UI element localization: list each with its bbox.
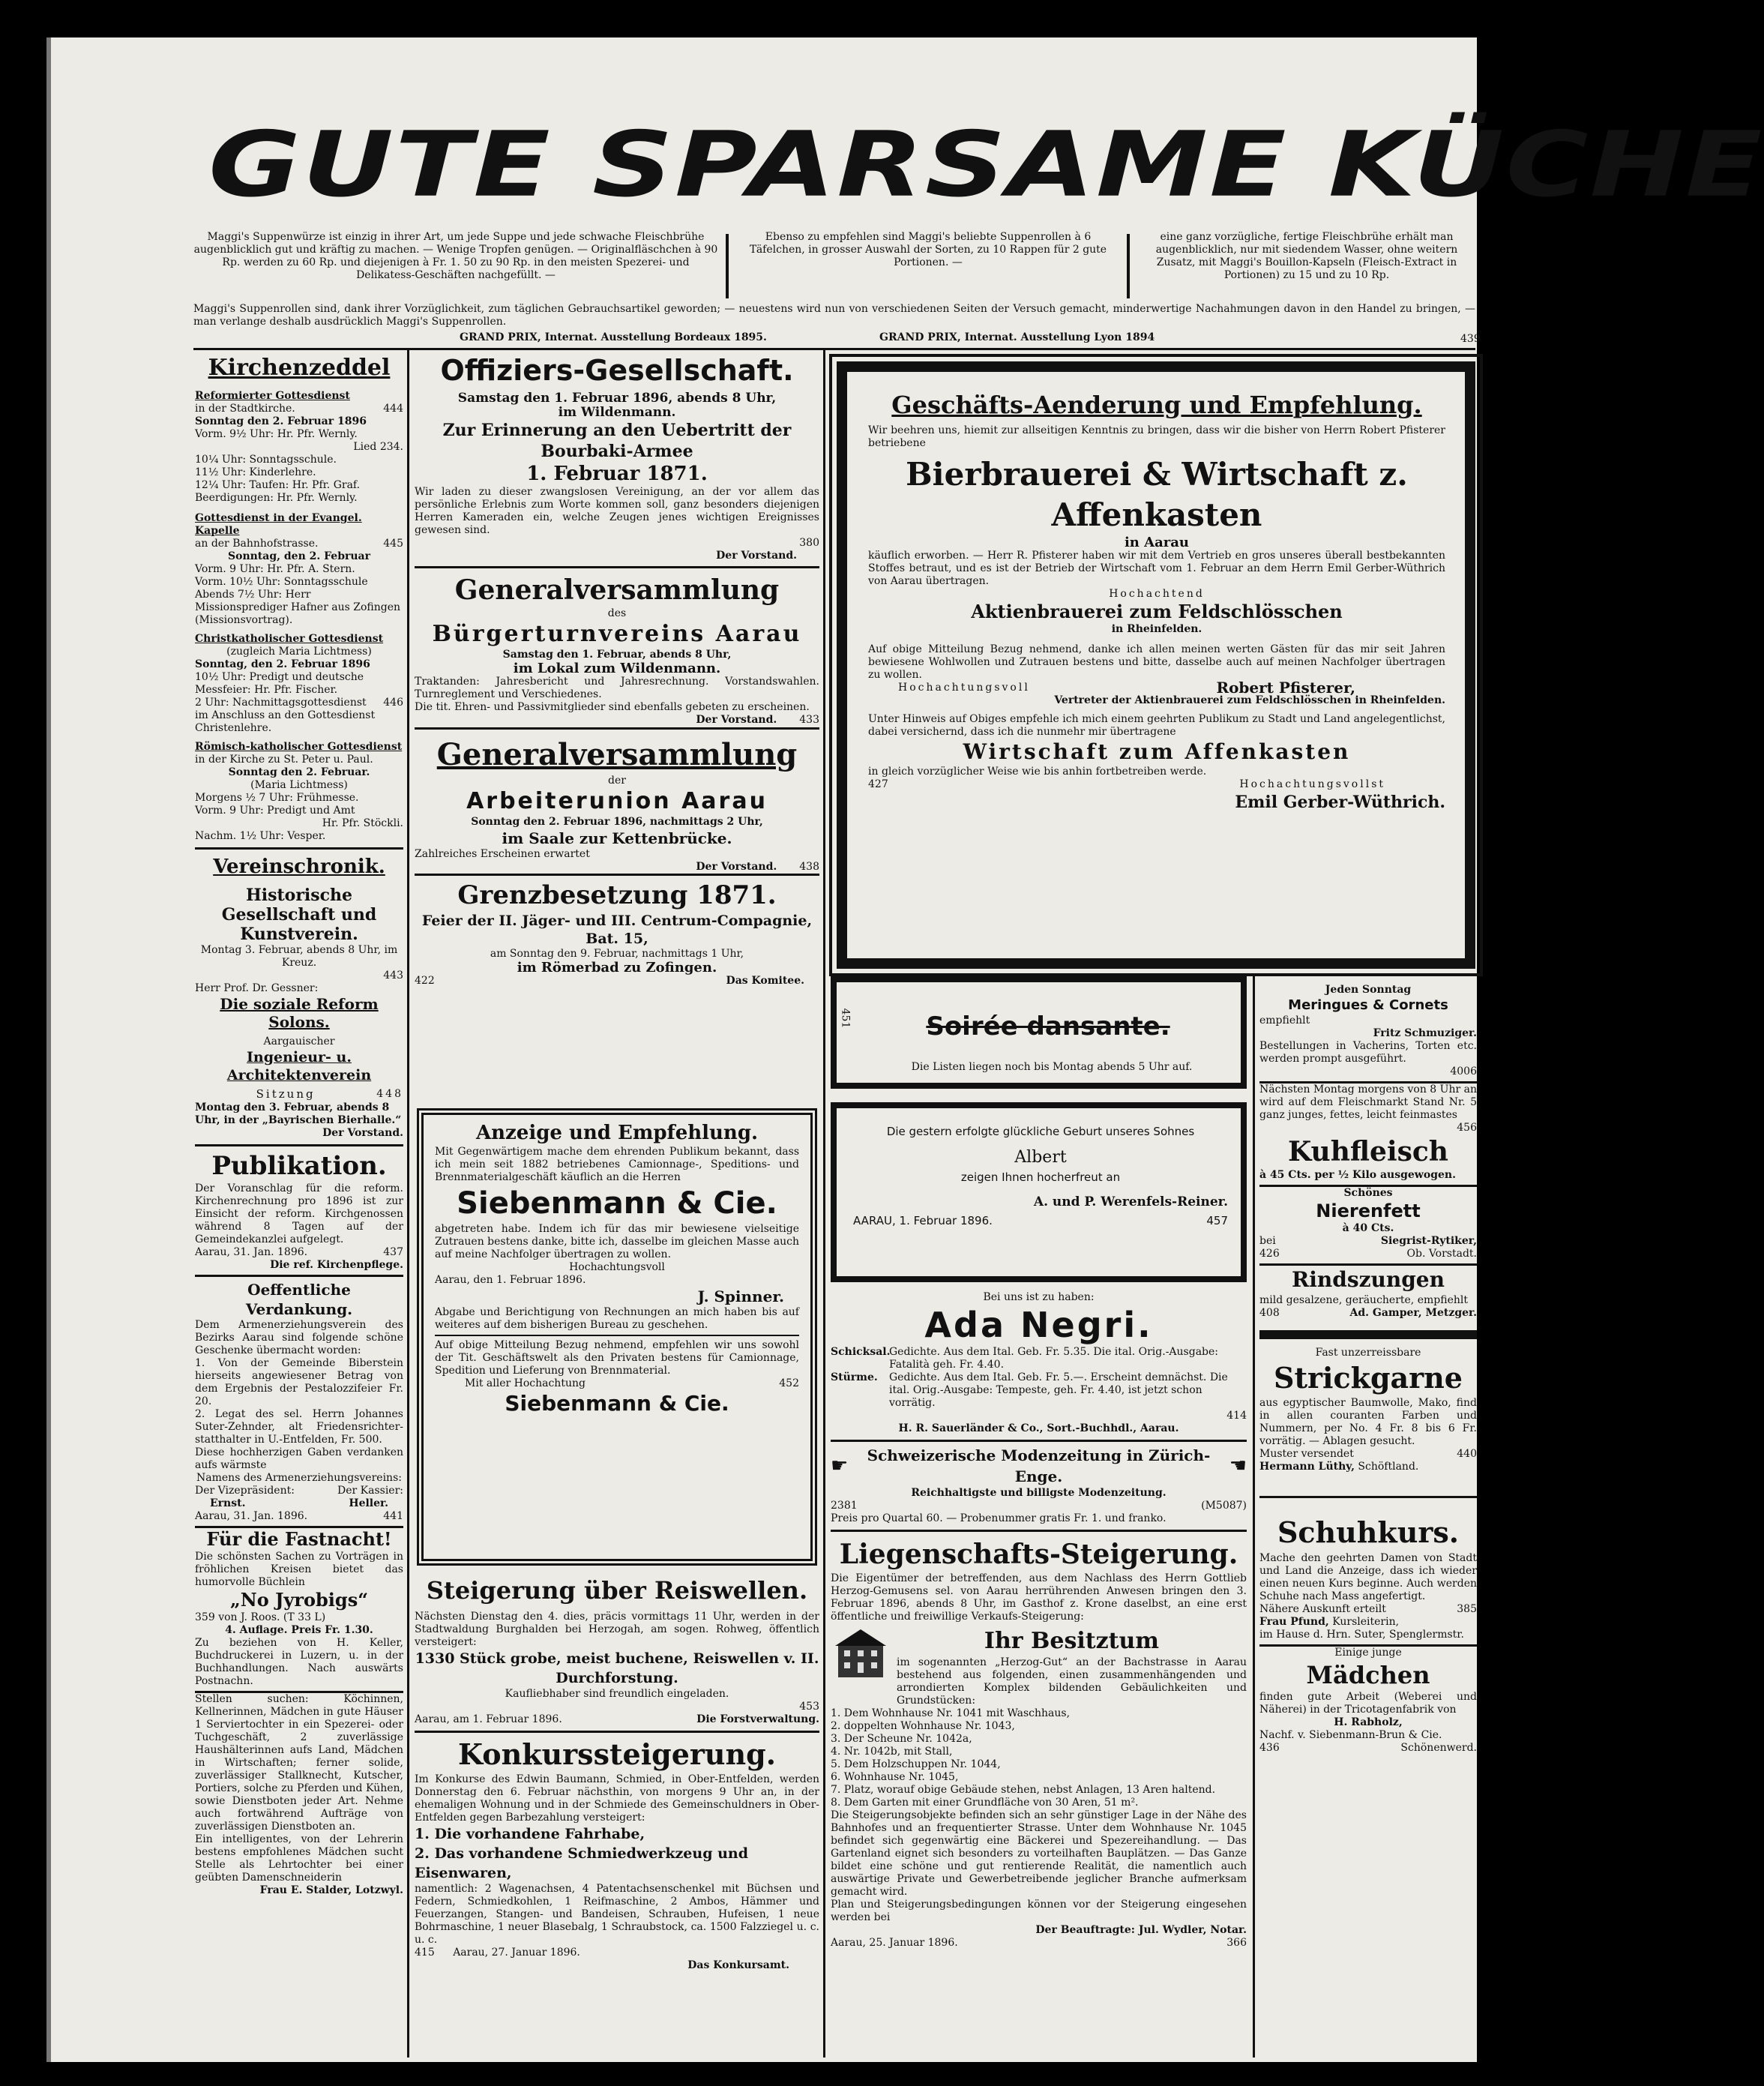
anzeige-text2: abgetreten habe. Indem ich für das mir bewiesene vielseitige Zutrauen bestens danke, bitte ich, dasselbe im gleichen Masse auch auf meine Nachfolger übertragen zu wollen. [435, 1223, 799, 1260]
maedchen-pre: Einige junge [1334, 1647, 1402, 1659]
grenz-feier: Feier der II. Jäger- und III. Centrum-Compagnie, Bat. 15, [421, 913, 813, 947]
christ-sub: (zugleich Maria Lichtmess) [226, 646, 372, 658]
banner-line1: Maggi's Suppenrollen sind, dank ihrer Vorzüglichkeit, zum täglichen Gebrauchsartikel geworden; — neuestens wird nun von verschiedenen Seiten der Versuch gemacht, minderwertige Nachahmungen davon in den Handel zu bringen, — man verlange deshalb ausdrücklich Maggi's Suppenrollen. [193, 303, 1475, 328]
grenz-title: Grenzbesetzung 1871. [457, 880, 777, 910]
strick-muster: Muster versendet [1259, 1448, 1354, 1460]
offiz-sub2: 1. Februar 1871. [526, 463, 708, 485]
konkurs-num: 415 [415, 1947, 435, 1959]
dank-role1: Der Vizepräsident: [195, 1485, 295, 1497]
ref-head: Reformierter Gottesdienst [195, 390, 350, 402]
kuh-title: Kuhfleisch [1288, 1136, 1448, 1167]
rk-place: in der Kirche zu St. Peter u. Paul. [195, 754, 373, 766]
dank-name1: Ernst. [210, 1497, 246, 1509]
gesch-text2: käuflich erworben. — Herr R. Pfisterer haben wir mit dem Vertrieb en gros unseres überall bestbekannten Stoffes betraut, und es ist der Betrieb der Wirtschaft vom 1. Februar an dem Herrn Emil Gerber-Wüthrich von Aarau übertragen. [868, 550, 1445, 587]
ref-line: Lied 234. [353, 441, 403, 453]
fast-num: 359 [195, 1611, 215, 1623]
maedchen-loc: Schönenwerd. [1400, 1742, 1477, 1754]
geburt-parents: A. und P. Werenfels-Reiner. [1033, 1194, 1228, 1209]
evang-place: an der Bahnhofstrasse. [195, 538, 319, 550]
ing-sign: Der Vorstand. [322, 1127, 403, 1139]
sitzung: Sitzung [256, 1087, 316, 1101]
stellen-text2: Ein intelligentes, von der Lehrerin bestens empfohlenes Mädchen sucht Stelle als Lehrtochter bei einer geübten Damenschneiderin [195, 1833, 403, 1884]
anzeige-date: Aarau, den 1. Februar 1896. [435, 1274, 586, 1286]
liegen-num: 366 [1226, 1937, 1247, 1949]
hist-topic: Die soziale Reform Solons. [220, 995, 379, 1031]
gv2-date: Sonntag den 2. Februar 1896, nachmittags 2 Uhr, [471, 816, 763, 828]
gesch-sign-loc: in Rheinfelden. [1111, 623, 1202, 635]
strick-num: 440 [1457, 1448, 1477, 1460]
gesch-text5: in gleich vorzüglicher Weise wie bis anhin fortbetreiben werde. [868, 766, 1207, 778]
gv1-text: Traktanden: Jahresbericht und Jahresrechnung. Vorstandswahlen. Turnreglement und Verschiedenes. [415, 676, 819, 700]
gesch-role: Vertreter der Aktienbrauerei zum Feldschlösschen in Rheinfelden. [1054, 694, 1445, 706]
reis-title: Steigerung über Reiswellen. [426, 1576, 808, 1605]
rk-head: Römisch-katholischer Gottesdienst [195, 741, 403, 753]
ref-line: 11½ Uhr: Kinderlehre. [195, 466, 316, 478]
liegen-text2: im sogenannten „Herzog-Gut“ an der Bachstrasse in Aarau bestehend aus folgenden, einen zusammenhängenden und arrondierten Komplex bildenden Gebäulichkeiten und Grundstücken: [897, 1656, 1247, 1707]
rk-line: Morgens ½ 7 Uhr: Frühmesse. [195, 792, 359, 804]
dank-name2: Heller. [349, 1497, 388, 1509]
kuh-sch: Schönes [1343, 1187, 1393, 1199]
banner-col2: Ebenso zu empfehlen sind Maggi's beliebte Suppenrollen à 6 Täfelchen, in grosser Auswahl der Sorten, zu 10 Rappen für 2 gute Portionen. — [749, 231, 1107, 268]
reis-text: Nächsten Dienstag den 4. dies, präcis vormittags 11 Uhr, werden in der Stadtwaldung Burghalden bei Herzogah, am sogen. Rohweg, öffentlich versteigert: [415, 1611, 819, 1648]
reis-date: Aarau, am 1. Februar 1896. [415, 1713, 562, 1725]
reis-sign: Die Forstverwaltung. [696, 1713, 819, 1725]
christ-line: im Anschluss an den Gottesdienst Christenlehre. [195, 709, 376, 734]
dank-item: 2. Legat des sel. Herrn Johannes Suter-Zehnder, alt Friedensrichter-statthalter in U.-Entfelden, Fr. 500. [195, 1408, 403, 1446]
evang-num: 445 [383, 538, 403, 550]
pointing-hand-icon: ☛ [831, 1454, 849, 1477]
gesch-block [868, 390, 1445, 814]
ref-line: Beerdigungen: Hr. Pfr. Wernly. [195, 492, 358, 504]
strick-text: aus egyptischer Baumwolle, Mako, find in allen couranten Farben und Nummern, per No. 4 Fr. 8 bis 6 Fr. vorrätig. — Ablagen gesucht. [1259, 1397, 1477, 1447]
soiree-text: Die Listen liegen noch bis Montag abends 5 Uhr auf. [911, 1061, 1193, 1073]
gv1-place: im Lokal zum Wildenmann. [513, 661, 721, 676]
house-illustration [831, 1626, 891, 1679]
hist-text: Montag 3. Februar, abends 8 Uhr, im Kreuz. [200, 944, 398, 969]
liegen-item: 3. Der Scheune Nr. 1042a, [831, 1733, 972, 1745]
reis-item: 1330 Stück grobe, meist buchene, Reiswellen v. II. Durchforstung. [415, 1650, 819, 1686]
public-date: Aarau, 31. Jan. 1896. [195, 1246, 308, 1258]
negri-s2: Stürme. [831, 1371, 878, 1383]
liegen-text4: Plan und Steigerungsbedingungen können vor der Steigerung eingesehen werden bei [831, 1899, 1247, 1923]
column-2-lower [415, 1575, 819, 1972]
gv1-sign: Der Vorstand. [696, 714, 777, 726]
ing-num: 448 [376, 1088, 403, 1100]
dank-date: Aarau, 31. Jan. 1896. [195, 1510, 308, 1522]
anzeige-title: Anzeige und Empfehlung. [475, 1122, 759, 1144]
ing-pre: Aargauischer [263, 1036, 335, 1047]
gesch-firm: Bierbrauerei & Wirtschaft z. Affenkasten [906, 456, 1408, 533]
column-4 [1259, 984, 1477, 1755]
schuh-role: Kursleiterin, [1332, 1616, 1400, 1628]
liegen-item: 5. Dem Holzschuppen Nr. 1044, [831, 1758, 1001, 1770]
schuh-title: Schuhkurs. [1277, 1515, 1460, 1549]
moden-code: (M5087) [1201, 1500, 1247, 1512]
negri-pub: H. R. Sauerländer & Co., Sort.-Buchhdl., Aarau. [898, 1422, 1179, 1434]
geburt-num: 457 [1206, 1214, 1228, 1227]
fast-text2: Zu beziehen von H. Keller, Buchdruckerei in Luzern, u. in der Buchhandlungen. Nach auswärts Postnachn. [195, 1637, 403, 1687]
anzeige-num: 452 [779, 1377, 799, 1389]
konkurs-title: Konkurssteigerung. [458, 1737, 776, 1771]
banner-col1: Maggi's Suppenwürze ist einzig in ihrer Art, um jede Suppe und jede schwache Fleischbrühe augenblicklich gut und kräftig zu machen. — Wenige Tropfen genügen. — Originalfläschchen à 90 Rp. werden zu 60 Rp. und diejenigen à Fr. 1. 50 zu 90 Rp. in den meisten Spezerei- und Delikatess-Geschäften nachgefüllt. — [193, 231, 718, 281]
gv2-num: 438 [799, 861, 819, 873]
strick-title: Strickgarne [1274, 1361, 1463, 1395]
maedchen-text2: Nachf. v. Siebenmann-Brun & Cie. [1259, 1729, 1442, 1741]
kuh-text: Nächsten Montag morgens von 8 Uhr an wird auf dem Fleischmarkt Stand Nr. 5 ganz junges, fettes, leicht feinmastes [1259, 1083, 1477, 1121]
anzeige-text4: Auf obige Mitteilung Bezug nehmend, empfehlen wir uns sowohl der Tit. Geschäftswelt als den Privaten bestens für Camionnage, Spedition und Lieferung von Brennmaterial. [435, 1339, 799, 1377]
anzeige-greet2: Mit aller Hochachtung [465, 1377, 586, 1389]
dank-item: 1. Von der Gemeinde Biberstein hierseits angewiesener Betrag von dem Ergebnis der Pestalozzifeier Fr. 20. [195, 1357, 403, 1407]
gesch-greet2: Hochachtungsvoll [898, 682, 1030, 694]
christ-line: Sonntag, den 2. Februar 1896 [195, 658, 370, 670]
liegen-title: Liegenschafts-Steigerung. [839, 1539, 1238, 1570]
ref-line: 10¼ Uhr: Sonntagsschule. [195, 454, 337, 466]
anzeige-firm: Siebenmann & Cie. [457, 1186, 777, 1221]
dank-text: Dem Armenerziehungsverein des Bezirks Aarau sind folgende schöne Geschenke übermacht worden: [195, 1319, 403, 1356]
anzeige-text3: Abgabe und Berichtigung von Rechnungen an mich haben bis auf weiteres auf dem bisherigen Bureau zu geschehen. [435, 1306, 799, 1331]
gesch-name: Robert Pfisterer, [1216, 679, 1355, 697]
evang-line: Sonntag, den 2. Februar [228, 550, 370, 562]
christ-num: 446 [383, 697, 403, 709]
gesch-title: Geschäfts-Aenderung und Empfehlung. [891, 391, 1422, 419]
gesch-text: Wir beehren uns, hiemit zur allseitigen Kenntnis zu bringen, dass wir die bisher von Herrn Robert Pfisterer betriebene [868, 424, 1445, 449]
gv2-name: Arbeiterunion Aarau [466, 788, 768, 814]
banner-prize2: GRAND PRIX, Internat. Ausstellung Lyon 1894 [879, 331, 1155, 343]
reis-text2: Kaufliebhaber sind freundlich eingeladen. [505, 1688, 729, 1700]
gv2-der: der [608, 775, 626, 787]
fast-text: Die schönsten Sachen zu Vorträgen in fröhlichen Kreisen bietet das humorvolle Büchlein [195, 1551, 403, 1588]
liegen-item: 2. doppelten Wohnhause Nr. 1043, [831, 1720, 1015, 1732]
konkurs-item2: 2. Das vorhandene Schmiedwerkzeug und Eisenwaren, [415, 1845, 749, 1881]
gesch-text4: Unter Hinweis auf Obiges empfehle ich mich einem geehrten Publikum zu Stadt und Land angelegentlichst, dabei versichernd, dass ich die nunmehr mir übertragene [868, 713, 1445, 738]
negri-block [831, 1291, 1247, 1950]
mering-num: 4006 [1450, 1065, 1477, 1077]
geburt-block [853, 1125, 1228, 1228]
konkurs-sign: Das Konkursamt. [687, 1959, 789, 1971]
offiz-text: Wir laden zu dieser zwangslosen Vereinigung, an der vor allem das persönliche Erlebnis zum Worte kommen soll, ganz besonders diejenigen Herren Kameraden ein, welche Zeugen jenes wichtigen Ereignisses gewesen sind. [415, 486, 819, 536]
moden-title: Schweizerische Modenzeitung in Zürich-Enge. [867, 1446, 1211, 1485]
schuh-text2: Nähere Auskunft erteilt [1259, 1603, 1386, 1615]
kuh-num: 456 [1457, 1122, 1477, 1134]
kuh-nprice: à 40 Cts. [1342, 1222, 1394, 1234]
column-2 [415, 354, 819, 988]
kuh-price: à 45 Cts. per ½ Kilo ausgewogen. [1259, 1169, 1456, 1181]
konkurs-text: Im Konkurse des Edwin Baumann, Schmied, in Ober-Entfelden, werden Donnerstag den 6. Februar nächsthin, von morgens 9 Uhr an, in der ehemaligen Wohnung und in der Schmiede des Gemeinschuldners in Ober-Entfelden gegen Barbezahlung versteigert: [415, 1773, 819, 1824]
schuh-num: 385 [1457, 1603, 1477, 1615]
rinds-text: mild gesalzene, geräucherte, empfiehlt [1259, 1294, 1468, 1306]
dank-title: Oeffentliche Verdankung. [245, 1281, 353, 1318]
gv2-text: Zahlreiches Erscheinen erwartet [415, 848, 590, 860]
ref-place: in der Stadtkirche. [195, 403, 295, 415]
gesch-sign: Aktienbrauerei zum Feldschlösschen [971, 601, 1343, 622]
gv1-text2: Die tit. Ehren- und Passivmitglieder sind ebenfalls gebeten zu erscheinen. [415, 701, 810, 713]
rk-line: Nachm. 1½ Uhr: Vesper. [195, 830, 326, 842]
konkurs-item1: 1. Die vorhandene Fahrhabe, [415, 1826, 645, 1842]
gv2-sign: Der Vorstand. [696, 861, 777, 873]
anzeige-sign: J. Spinner. [697, 1287, 784, 1305]
offiz-title: Offiziers-Gesellschaft. [440, 354, 794, 387]
rk-line: Hr. Pfr. Stöckli. [322, 817, 403, 829]
gesch-text3: Auf obige Mitteilung Bezug nehmend, danke ich allen meinen werten Gästen für das mir seit Jahren bewiesene Wohlwollen und Zutrauen bestens und bitte, dasselbe auch auf meinen Nachfolger übertragen zu wollen. [868, 643, 1445, 681]
ing-title: Ingenieur- u. Architektenverein [226, 1049, 372, 1083]
liegen-item: 4. Nr. 1042b, mit Stall, [831, 1746, 953, 1758]
rinds-num: 408 [1259, 1307, 1280, 1319]
schuh-name: Frau Pfund, [1259, 1616, 1329, 1628]
evang-line: Vorm. 10½ Uhr: Sonntagsschule [195, 576, 368, 588]
offiz-sub: Zur Erinnerung an den Uebertritt der Bourbaki-Armee [442, 421, 792, 461]
negri-s1: Schicksal. [831, 1346, 891, 1358]
stellen-text: Stellen suchen: Köchinnen, Kellnerinnen, Mädchen in gute Häuser 1 Serviertochter in ein Spezerei- oder Tuchgeschäft, 2 zuverlässige Haushälterinnen aufs Land, Mädchen in Wirtschaften; ferner solide, zuverlässiger Stallknecht, Kutscher, Portiers, solche zu Pferden und Kühen, sowie Dienstboten jeder Art. Nehme auch fortwährend Aufträge von zuverlässigen Dienstboten an. [195, 1693, 403, 1833]
public-text: Der Voranschlag für die reform. Kirchenrechnung pro 1896 ist zur Einsicht der reform. Kirchgenossen während 8 Tagen auf der Gemeindekanzlei aufgelegt. [195, 1182, 403, 1245]
kuh-nier: Nierenfett [1316, 1200, 1421, 1221]
konkurs-text2: namentlich: 2 Wagenachsen, 4 Patentachsenschenkel mit Büchsen und Federn, Schmiedkohlen, 1 Reifmaschine, 2 Ambos, Hämmer und Feuerzangen, Stangen- und Bandeisen, Schrauben, Hufeisen, 1 neue Bohrmaschine, 1 neuer Blasebalg, 1 Schraubstock, ca. 1500 Falzziegel u. c. u. c. [415, 1883, 819, 1946]
kuh-name: Siegrist-Rytiker, [1380, 1235, 1477, 1247]
fast-title: Für die Fastnacht! [206, 1528, 392, 1550]
anzeige-block [435, 1120, 799, 1417]
grenz-sign: Das Komitee. [726, 975, 804, 987]
gv1-name: Bürgerturnvereins Aarau [432, 621, 802, 647]
dank-namens: Namens des Armenerziehungsvereins: [196, 1472, 402, 1484]
strick-pre: Fast unzerreissbare [1315, 1347, 1421, 1359]
strick-name: Hermann Lüthy, [1259, 1461, 1355, 1473]
kuh-loc: Ob. Vorstadt. [1406, 1248, 1477, 1260]
public-title: Publikation. [211, 1151, 387, 1181]
pointing-hand-left-icon: ☚ [1229, 1454, 1247, 1477]
fast-author: von J. Roos. [218, 1611, 280, 1623]
schuh-text: Mache den geehrten Damen von Stadt und Land die Anzeige, dass ich wieder einen neuen Kurs beginne. Auch werden Schuhe nach Mass angefertigt. [1259, 1552, 1477, 1602]
mering-pre: Jeden Sonntag [1325, 984, 1412, 996]
rinds-name: Ad. Gamper, Metzger. [1349, 1307, 1477, 1319]
fast-book: „No Jyrobigs“ [229, 1589, 369, 1611]
geburt-name: Albert [1014, 1148, 1067, 1167]
gv2-title: Generalversammlung [436, 737, 798, 772]
banner-prize1: GRAND PRIX, Internat. Ausstellung Bordeaux 1895. [460, 331, 767, 343]
gesch-num: 427 [868, 778, 888, 790]
liegen-text3: Die Steigerungsobjekte befinden sich an sehr günstiger Lage in der Nähe des Bahnhofes und an frequentierter Strasse. Unter dem Wohnhause Nr. 1045 befindet sich gegenwärtig eine Bäckerei und Spezereihandlung. — Das Gartenland eignet sich besonders zu vorteilhaften Bauplätzen. — Das Ganze bildet eine schöne und gut rentierende Realität, die namentlich auch auswärtige Private und Gewerbetreibende jeglicher Branche aufmerksam gemacht wird. [831, 1809, 1247, 1898]
maedchen-num: 436 [1259, 1742, 1280, 1754]
geburt-date: AARAU, 1. Februar 1896. [853, 1214, 993, 1227]
gesch-name2: Emil Gerber-Wüthrich. [1235, 793, 1445, 812]
gesch-loc: in Aarau [1124, 535, 1190, 550]
negri-s2t: Gedichte. Aus dem Ital. Geb. Fr. 5.—. Erscheint demnächst. Die ital. Orig.-Ausgabe: Tempeste, geh. Fr. 4.40, ist jetzt schon vorrätig. [889, 1371, 1228, 1409]
mering-title: Meringues & Cornets [1288, 997, 1448, 1013]
rk-line: (Maria Lichtmess) [250, 779, 348, 791]
hist-title: Historische Gesellschaft und Kunstverein. [221, 886, 377, 944]
gesch-greet3: Hochachtungsvollst [1239, 778, 1385, 790]
kuh-bei: bei [1259, 1235, 1276, 1247]
ref-num: 444 [383, 403, 403, 415]
soiree-title: Soirée dansante. [926, 1012, 1170, 1042]
evang-line: Vorm. 9 Uhr: Hr. Pfr. A. Stern. [195, 563, 355, 575]
geburt-text2: zeigen Ihnen hocherfreut an [960, 1170, 1121, 1184]
ref-line: Vorm. 9½ Uhr: Hr. Pfr. Wernly. [195, 428, 358, 440]
liegen-sign: Der Beauftragte: Jul. Wydler, Notar. [1035, 1924, 1247, 1936]
fast-ed: 4. Auflage. Preis Fr. 1.30. [225, 1624, 373, 1636]
offiz-date: Samstag den 1. Februar 1896, abends 8 Uhr, [457, 391, 777, 406]
kuh-num2: 426 [1259, 1248, 1280, 1260]
negri-pre: Bei uns ist zu haben: [983, 1291, 1095, 1303]
banner-col3: eine ganz vorzügliche, fertige Fleischbrühe erhält man augenblicklich, nur mit siedendem Wasser, ohne weitern Zusatz, mit Maggi's Bouillon-Kapseln (Fleisch-Extract in Portionen) zu 15 und zu 10 Rp. [1155, 231, 1458, 281]
anzeige-greet: Hochachtungsvoll [569, 1261, 665, 1273]
rk-line: Sonntag den 2. Februar. [228, 766, 370, 778]
gv1-date: Samstag den 1. Februar, abends 8 Uhr, [502, 649, 732, 661]
anzeige-text: Mit Gegenwärtigem mache dem ehrenden Publikum bekannt, dass ich mein seit 1882 betriebenes Camionnage-, Speditions- und Brennmaterialgeschäft käuflich an die Herren [435, 1146, 799, 1183]
rinds-title: Rindszungen [1292, 1267, 1445, 1292]
grenz-date: am Sonntag den 9. Februar, nachmittags 1 Uhr, [490, 948, 744, 960]
negri-title: Ada Negri. [924, 1305, 1153, 1345]
strick-loc: Schöftland. [1358, 1461, 1419, 1473]
banner-title: GUTE SPARSAME KÜCHE [208, 112, 1764, 217]
evang-head: Gottesdienst in der Evangel. Kapelle [195, 512, 362, 537]
offiz-place: im Wildenmann. [558, 405, 676, 420]
liegen-item: 7. Platz, worauf obige Gebäude stehen, nebst Anlagen, 13 Aren haltend. [831, 1784, 1216, 1796]
stellen-name: Frau E. Stalder, Lotzwyl. [259, 1884, 403, 1896]
gv1-title: Generalversammlung [454, 574, 780, 606]
ing-text: Montag den 3. Februar, abends 8 Uhr, in der „Bayrischen Bierhalle.“ [195, 1101, 402, 1126]
offiz-num: 380 [799, 537, 819, 549]
maedchen-name: H. Rabholz, [1334, 1716, 1403, 1728]
moden-text: Preis pro Quartal 60. — Probenummer gratis Fr. 1. und franko. [831, 1512, 1167, 1524]
christ-line: 2 Uhr: Nachmittagsgottesdienst [195, 697, 367, 709]
ref-line: Sonntag den 2. Februar 1896 [195, 415, 367, 427]
mering-name: Fritz Schmuziger. [1373, 1027, 1477, 1039]
hist-num: 443 [383, 970, 403, 982]
public-sign: Die ref. Kirchenpflege. [270, 1259, 403, 1271]
gv2-place: im Saale zur Kettenbrücke. [502, 829, 732, 847]
gv1-des: des [607, 607, 627, 619]
negri-s1t: Gedichte. Aus dem Ital. Geb. Fr. 5.35. Die ital. Orig.-Ausgabe: Fatalità geh. Fr. 4.40. [889, 1346, 1219, 1371]
dank-num: 441 [383, 1510, 403, 1522]
mering-emp: empfiehlt [1259, 1015, 1310, 1027]
ref-line: 12¼ Uhr: Taufen: Hr. Pfr. Graf. [195, 479, 361, 491]
gv1-num: 433 [799, 714, 819, 726]
maedchen-text: finden gute Arbeit (Weberei und Näherei) in der Tricotagenfabrik von [1259, 1691, 1477, 1716]
newspaper-page [46, 37, 1764, 2062]
liegen-text: Die Eigentümer der betreffenden, aus dem Nachlass des Herrn Gottlieb Herzog-Gemusens sel. von Aarau herrührenden Anwesen bringen den 3. Februar 1896, abends 8 Uhr, im Gasthof z. Krone daselbst, an eine erst öffentliche und freiwillige Verkaufs-Steigerung: [831, 1572, 1247, 1623]
grenz-num: 422 [415, 975, 435, 987]
kirchen-title: Kirchenzeddel [208, 355, 391, 381]
anzeige-firm2: Siebenmann & Cie. [505, 1391, 729, 1416]
reis-num: 453 [799, 1701, 819, 1713]
konkurs-date: Aarau, 27. Januar 1896. [453, 1947, 580, 1959]
gesch-greet: Hochachtend [1109, 588, 1205, 600]
schuh-loc: im Hause d. Hrn. Suter, Spenglermstr. [1259, 1629, 1464, 1641]
christ-line: 10½ Uhr: Predigt und deutsche Messfeier: Hr. Pfr. Fischer. [195, 671, 364, 696]
liegen-ihr: Ihr Besitztum [984, 1628, 1160, 1654]
moden-sub: Reichhaltigste und billigste Modenzeitung. [911, 1487, 1167, 1499]
grenz-place: im Römerbad zu Zofingen. [517, 960, 717, 976]
dank-role2: Der Kassier: [337, 1485, 403, 1497]
liegen-date: Aarau, 25. Januar 1896. [831, 1937, 958, 1949]
liegen-item: 1. Dem Wohnhause Nr. 1041 mit Waschhaus, [831, 1707, 1071, 1719]
soiree-num: 451 [839, 1008, 852, 1029]
moden-num: 2381 [831, 1500, 858, 1512]
banner-num: 439 [1460, 333, 1481, 345]
gesch-wirt: Wirtschaft zum Affenkasten [963, 739, 1351, 764]
maedchen-title: Mädchen [1306, 1661, 1430, 1689]
liegen-item: 8. Dem Garten mit einer Grundfläche von 30 Aren, 51 m². [831, 1797, 1139, 1809]
mering-text: Bestellungen in Vacherins, Torten etc. werden prompt ausgeführt. [1259, 1040, 1477, 1065]
hist-speaker: Herr Prof. Dr. Gessner: [195, 982, 319, 994]
christ-head: Christkatholischer Gottesdienst [195, 633, 384, 645]
geburt-text: Die gestern erfolgte glückliche Geburt unseres Sohnes [886, 1125, 1195, 1138]
evang-line: Abends 7½ Uhr: Herr Missionsprediger Hafner aus Zofingen (Missionsvortrag). [195, 589, 401, 626]
liegen-item: 6. Wohnhause Nr. 1045, [831, 1771, 959, 1783]
fast-code: (T 33 L) [283, 1611, 326, 1623]
public-num: 437 [383, 1246, 403, 1258]
verein-title: Vereinschronik. [213, 856, 385, 878]
negri-num: 414 [1226, 1410, 1247, 1422]
dank-thanks: Diese hochherzigen Gaben verdanken aufs wärmste [195, 1446, 403, 1471]
rk-line: Vorm. 9 Uhr: Predigt und Amt [195, 805, 355, 817]
offiz-sign: Der Vorstand. [716, 550, 797, 562]
column-1 [195, 354, 403, 1897]
